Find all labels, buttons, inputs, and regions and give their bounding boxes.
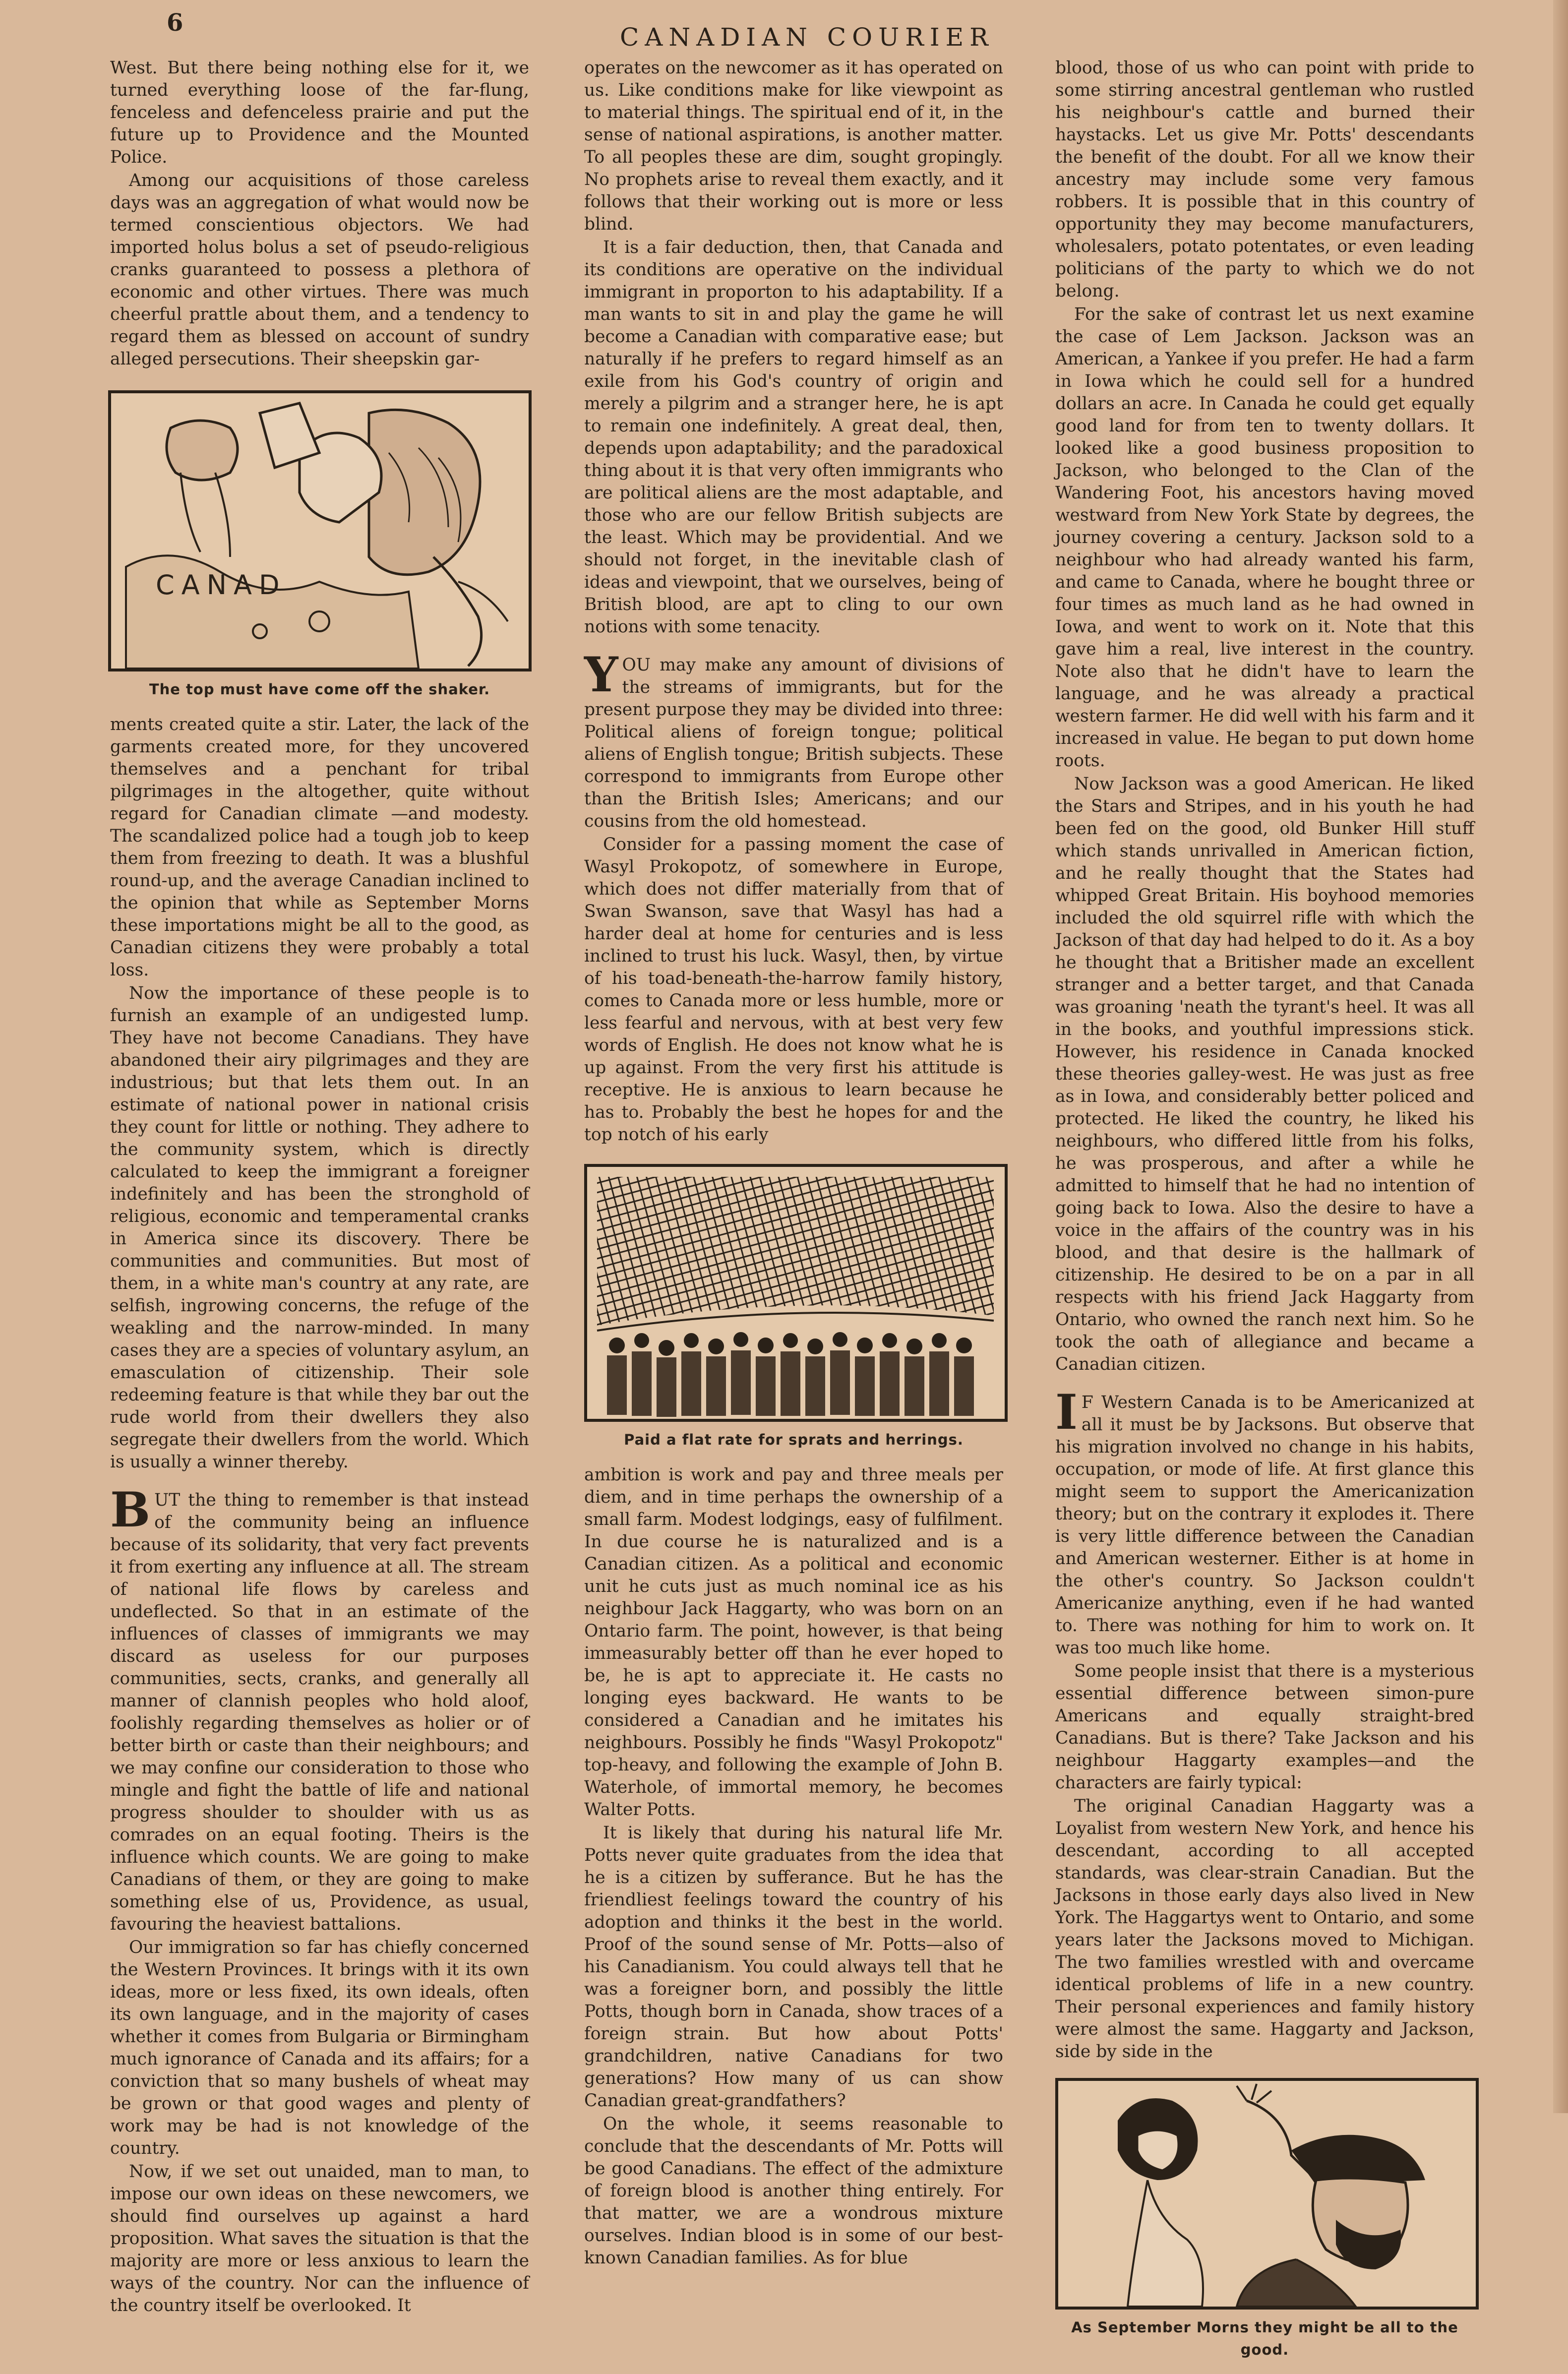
paragraph [1055,1384,1474,1659]
drop-cap: B [110,1482,151,1538]
shaker-cartoon-icon [111,393,529,669]
paragraph: Now Jackson was a good American. He liked the Stars and Stripes, and in his youth he had been fed on the good, old Bunker Hill stuff which stands unrivalled in American fiction, and he really thought that the States had whipped Great Britain. His boyhood memories included the old squirrel rifle with which the Jackson of that day had helped to do it. As a boy he thought that a Britisher made an excellent stranger and a better target, and that Canada was groaning 'neath the tyrant's heel. It was all in the books, and youthful impressions stick. However, his residence in Canada knocked these theories galley-west. He was just as free as in Iowa, and considerably better policed and protected. He liked the country, he liked his neighbours, who differed little from his folks, he was prosperous, and after a while he admitted to himself that he had no intention of going back to Iowa. Also the desire to have a voice in the affairs of the country was in his blood, and that desire is the hallmark of citizenship. He desired to be on a par in all respects with his friend Jack Haggarty from Ontario, who owned the ranch next him. So he took the oath of allegiance and became a Canadian citizen. [1055,774,1474,1374]
map-label: CANAD [156,569,287,601]
paragraph [110,1482,529,1936]
paragraph: operates on the newcomer as it has operated on us. Like conditions make for like viewpoint as to material things. The spiritual end of it, in the sense of national aspirations, is another matter. To all peoples these are dim, sought gropingly. No prophets arise to reveal them exactly, and it follows that their working out is more or less blind. [584,58,1003,234]
net-cartoon-icon [587,1167,1005,1419]
column-1 [110,57,529,2318]
illustration-september-morns [1055,2078,1479,2310]
illustration-shaker [108,390,532,671]
paragraph: West. But there being nothing else for it, we turned everything loose of the far-flung, fenceless and defenceless prairie and put the future up to Providence and the Mounted Police. [110,58,529,167]
drop-cap: Y [584,647,618,703]
column-2 [584,57,1003,2270]
paragraph-text: OU may make any amount of divisions of the streams of immigrants, but for the present purpose they may be divided into three: Political aliens of foreign tongue; political aliens of English tongue; British subjects. These correspond to immigrants from Europe other than the British Isles; Americans; and our cousins from the old homestead. [584,655,1003,831]
paragraph: Now, if we set out unaided, man to man, to impose our own ideas on these newcomers, we should find ourselves up against a hard proposition. What saves the situation is that the majority are more or less anxious to learn the ways of the country. Nor can the influence of the country itself be overlooked. It [110,2162,529,2315]
paragraph: On the whole, it seems reasonable to conclude that the descendants of Mr. Potts will be good Canadians. The effect of the admixture of foreign blood is another thing entirely. For that matter, we are a wondrous mixture ourselves. Indian blood is in some of our best-known Canadian families. As for blue [584,2114,1003,2268]
paragraph: It is a fair deduction, then, that Canada and its conditions are operative on the individual immigrant in proporton to his adaptability. If a man wants to sit in and play the game he will become a Canadian with comparative ease; but naturally if he prefers to regard himself as an exile from his God's country of origin and merely a pilgrim and a stranger here, he is apt to remain one indefinitely. A great deal, then, depends upon adaptability; and the paradoxical thing about it is that very often immigrants who are political aliens are the most adaptable, and those who are our fellow British subjects are the least. Which may be providential. And we should not forget, in the inevitable clash of ideas and viewpoint, that we ourselves, being of British blood, are apt to cling to our own notions with some tenacity. [584,238,1003,637]
paragraph: blood, those of us who can point with pride to some stirring ancestral gentleman who rustled his neighbour's cattle and burned their haystacks. Let us give Mr. Potts' descendants the benefit of the doubt. For all we know their ancestry may include some very famous robbers. It is possible that in this country of opportunity they may become manufacturers, wholesalers, potato potentates, or even leading politicians of the party to which we do not belong. [1055,58,1474,301]
paragraph: It is likely that during his natural life Mr. Potts never quite graduates from the idea that he is a citizen by sufferance. But he has the friendliest feelings toward the country of his adoption and thinks it the best in the world. Proof of the sound sense of Mr. Potts—also of his Canadianism. You could always tell that he was a foreigner born, and possibly the little Potts, though born in Canada, show traces of a foreign strain. But how about Potts' grandchildren, native Canadians for two generations? How many of us can show Canadian great-grandfathers? [584,1823,1003,2111]
illustration-fishing-net [584,1164,1008,1422]
couple-cartoon-icon [1058,2081,1476,2307]
column-3 [1055,57,1474,2374]
drop-cap: I [1055,1384,1078,1440]
paragraph-text: F Western Canada is to be Americanized at all it must be by Jacksons. But observe that his migration involved no change in his habits, occupation, or mode of life. At first glance this might seem to support the Americanization theory; but on the contrary it explodes it. There is very little difference between the Canadian and American westerner. Either is at home in the other's country. So Jackson couldn't Americanize anything, even if he had wanted to. There was nothing for him to work on. It was too much like home. [1055,1393,1474,1658]
paragraph: For the sake of contrast let us next examine the case of Lem Jackson. Jackson was an American, a Yankee if you prefer. He had a farm in Iowa which he could sell for a hundred dollars an acre. In Canada he could get equally good land for from ten to twenty dollars. It looked like a good business proposition to Jackson, who belonged to the Clan of the Wandering Foot, his ancestors having moved westward from New York State by degrees, the journey covering a century. Jackson sold to a neighbour who had already wanted his farm, and came to Canada, where he bought three or four times as much land as he had owned in Iowa, and went to work on it. Note that this gave him a real, live interest in the country. Note also that he didn't have to learn the language, and he was already a practical western farmer. He did well with his farm and it increased in value. He began to put down home roots. [1055,304,1474,771]
paragraph: ambition is work and pay and three meals per diem, and in time perhaps the ownership of a small farm. Modest lodgings, easy of fulfilment. In due course he is naturalized and is a Canadian citizen. As a political and economic unit he cuts just as much nominal ice as his neighbour Jack Haggarty, who was born on an Ontario farm. The point, however, is that being immeasurably better off than he ever hoped to be, he is apt to appreciate it. He casts no longing eyes backward. He wants to be considered a Canadian and he imitates his neighbours. Possibly he finds "Wasyl Prokopotz" top-heavy, and following the example of John B. Waterhole, of immortal memory, he becomes Walter Potts. [584,1465,1003,1820]
paragraph: Some people insist that there is a mysterious essential difference between simon-pure Americans and equally straight-bred Canadians. But is there? Take Jackson and his neighbour Haggarty examples—and the characters are fairly typical: [1055,1661,1474,1793]
paragraph-text: UT the thing to remember is that instead of the community being an influence because of its solidarity, that very fact prevents it from exerting any influence at all. The stream of national life flows by careless and undeflected. So that in an estimate of the influences of classes of immigrants we may discard as useless for our purposes communities, sects, cranks, and generally all manner of clannish peoples who hold aloof, foolishly regarding themselves as holier or of better birth or caste than their neighbours; and we may confine our consideration to those who mingle and fight the battle of life and national progress shoulder to shoulder with us as comrades on an equal footing. Theirs is the influence which counts. We are going to make Canadians of them, or they are going to make something else of us, Providence, as usual, favouring the heaviest battalions. [110,1490,529,1934]
paragraph: The original Canadian Haggarty was a Loyalist from western New York, and hence his descendant, according to all accepted standards, was clear-strain Canadian. But the Jacksons in those early days also lived in New York. The Haggartys went to Ontario, and some years later the Jacksons moved to Michigan. The two families wrestled with and overcame identical problems of life in a new country. Their personal experiences and family history were almost the same. Haggarty and Jackson, side by side in the [1055,1796,1474,2062]
running-head: CANADIAN COURIER [620,23,994,52]
paragraph: ments created quite a stir. Later, the lack of the garments created more, for they uncovered themselves and a penchant for tribal pilgrimages in the altogether, quite without regard for Canadian climate —and modesty. The scandalized police had a tough job to keep them from freezing to death. It was a blushful round-up, and the average Canadian inclined to the opinion that while as September Morns these importations might be all to the good, as Canadian citizens they were probably a total loss. [110,715,529,980]
paragraph: Consider for a passing moment the case of Wasyl Prokopotz, of somewhere in Europe, which does not differ materially from that of Swan Swanson, save that Wasyl has had a harder deal at home for centuries and is less inclined to trust his luck. Wasyl, then, by virtue of his toad-beneath-the-harrow family history, comes to Canada more or less humble, more or less fearful and nervous, with at best very few words of English. He does not know what he is up against. From the very first his attitude is receptive. He is anxious to learn because he has to. Probably the best he hopes for and the top notch of his early [584,835,1003,1145]
paragraph: Among our acquisitions of those careless days was an aggregation of what would now be termed conscientious objectors. We had imported holus bolus a set of pseudo-religious cranks guaranteed to possess a plethora of economic and other virtues. There was much cheerful prattle about them, and a tendency to regard them as blessed on account of sundry alleged persecutions. Their sheepskin gar- [110,171,529,369]
page-edge [1553,0,1568,2113]
page-number: 6 [167,9,183,37]
paragraph: Now the importance of these people is to furnish an example of an undigested lump. They have not become Canadians. They have abandoned their airy pilgrimages and they are industrious; but that lets them out. In an estimate of national power in national crisis they count for little or nothing. They adhere to the community system, which is directly calculated to keep the immigrant a foreigner indefinitely and has been the stronghold of religious, economic and temperamental cranks in America since its discovery. There be communities and communities. But most of them, in a white man's country at any rate, are selfish, ingrowing concerns, the refuge of the weakling and the narrow-minded. In many cases they are a species of voluntary asylum, an emasculation of citizenship. Their sole redeeming feature is that while they bar out the rude world from their dwellers they also segregate their dwellers from the world. Which is usually a winner thereby. [110,983,529,1472]
paragraph: Our immigration so far has chiefly concerned the Western Provinces. It brings with it its own ideas, more or less fixed, its own ideals, often its own language, and in the majority of cases whether it comes from Bulgaria or Birmingham much ignorance of Canada and its affairs; for a conviction that so many bushels of wheat may be grown or that good wages and plenty of work may be had is not knowledge of the country. [110,1938,529,2158]
figure-caption: As September Morns they might be all to the good. [1071,2319,1458,2358]
paragraph [584,647,1003,833]
figure-caption: The top must have come off the shaker. [149,681,490,698]
figure-caption: Paid a flat rate for sprats and herrings. [624,1431,964,1448]
